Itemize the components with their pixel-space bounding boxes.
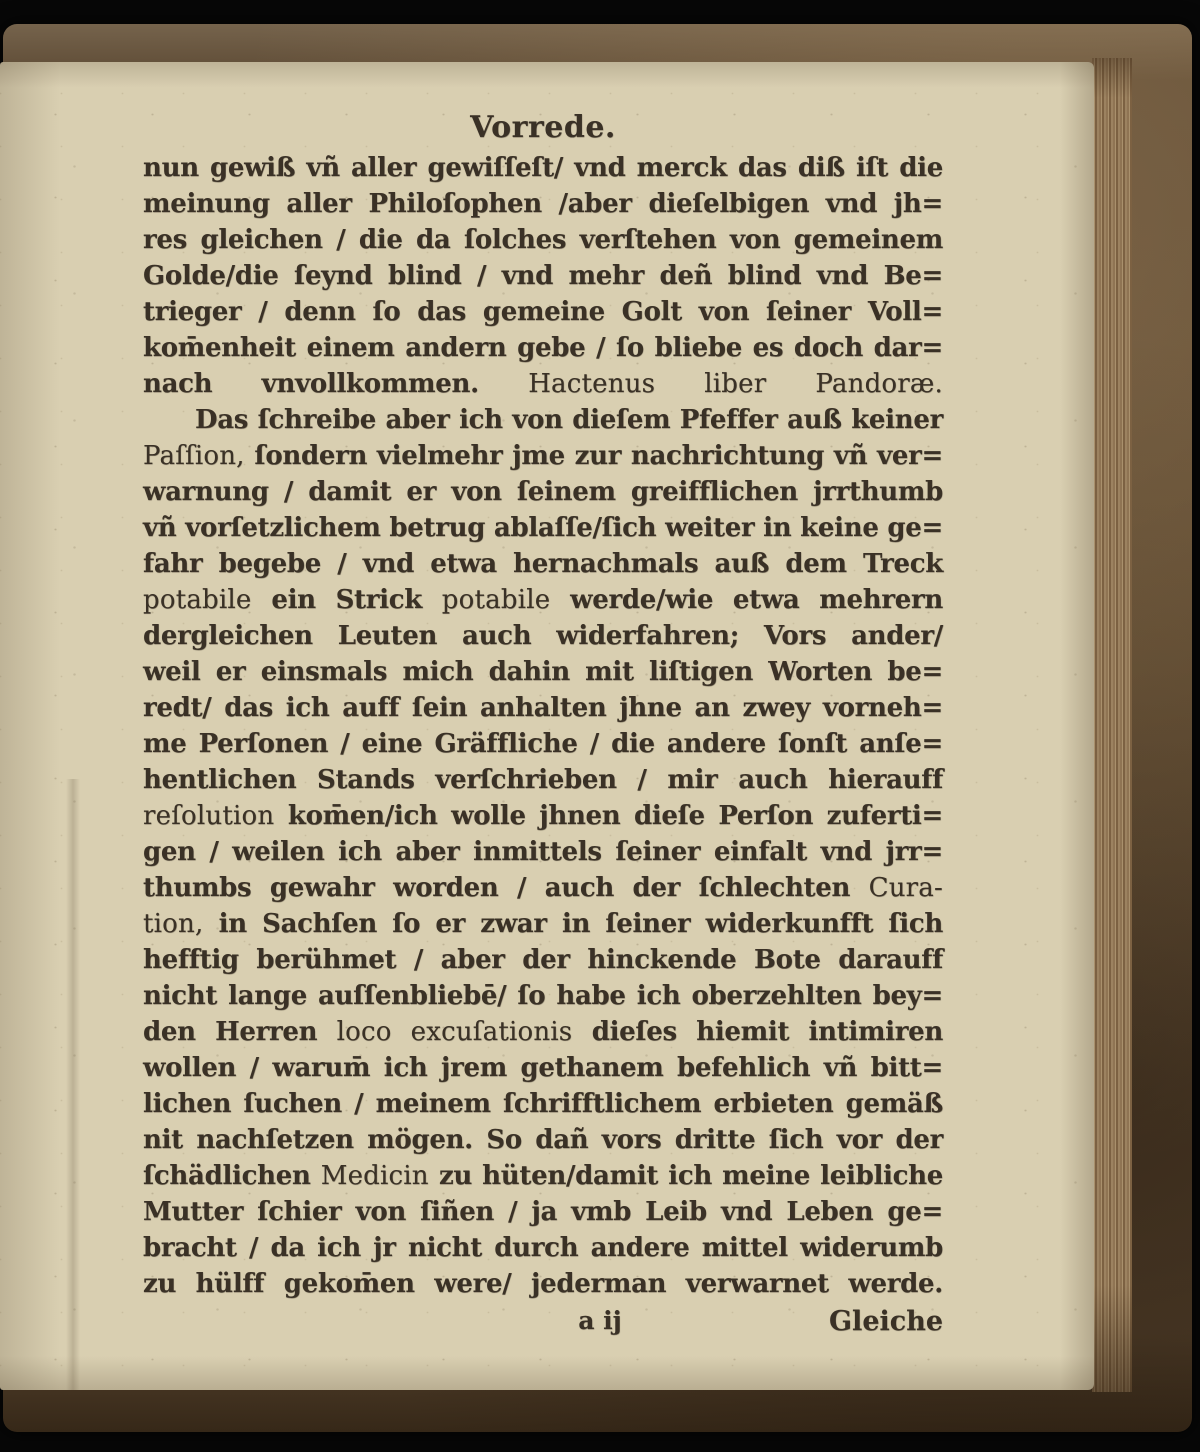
book-page xyxy=(0,62,1094,1390)
text-segment-antiqua: Medicin xyxy=(320,1161,429,1191)
text-line xyxy=(143,1086,943,1122)
text-segment-antiqua: Paſſion, xyxy=(143,441,245,471)
text-segment-antiqua: tion, xyxy=(143,909,204,939)
text-segment-antiqua: reſolution xyxy=(143,801,275,831)
text-line xyxy=(143,906,943,942)
text-segment-fraktur: trieger / denn ſo das gemeine Golt von ſeiner Voll= xyxy=(143,297,943,327)
text-segment-fraktur: lichen ſuchen / meinem ſchrifftlichem erbieten gemäß xyxy=(143,1089,943,1119)
text-segment-fraktur: redt/ das ich auff ſein anhalten jhne an zwey vorneh= xyxy=(143,693,943,723)
text-line xyxy=(143,978,943,1014)
text-segment-fraktur: nach vnvollkommen. xyxy=(143,369,529,399)
text-line xyxy=(143,834,943,870)
text-segment-fraktur: ein Strick xyxy=(251,585,442,615)
text-line xyxy=(143,1014,943,1050)
text-line xyxy=(143,366,943,402)
text-segment-fraktur: kom̄en/ich wolle jhnen dieſe Perſon zuferti= xyxy=(274,801,943,831)
text-line xyxy=(143,1158,943,1194)
text-line xyxy=(143,510,943,546)
page-header: Vorrede. xyxy=(470,110,616,145)
text-segment-fraktur: vñ vorſetzlichem betrug ablaſſe/ſich weiter in keine ge= xyxy=(143,513,943,543)
text-segment-fraktur: res gleichen / die da ſolches verſtehen von gemeinem xyxy=(143,225,943,255)
text-segment-antiqua: loco excuſationis xyxy=(336,1017,573,1047)
text-line xyxy=(143,798,943,834)
text-line xyxy=(143,654,943,690)
text-segment-fraktur: warnung / damit er von ſeinem greifflichen jrrthumb xyxy=(143,477,943,507)
text-segment-antiqua: potabile xyxy=(441,585,551,615)
text-line xyxy=(143,726,943,762)
text-segment-fraktur: kom̄enheit einem andern gebe / ſo bliebe es doch dar= xyxy=(143,333,943,363)
text-segment-fraktur: meinung aller Philoſophen /aber dieſelbigen vnd jh= xyxy=(143,189,943,219)
text-line xyxy=(143,1230,943,1266)
text-segment-fraktur: zu hülff gekom̄en were/ jederman verwarnet werde. xyxy=(143,1269,943,1299)
text-line xyxy=(143,294,943,330)
text-line xyxy=(143,258,943,294)
text-block xyxy=(143,150,943,1302)
text-line xyxy=(143,582,943,618)
page-footer xyxy=(0,1306,1094,1346)
text-segment-antiqua: potabile xyxy=(143,585,252,615)
text-segment-fraktur: nun gewiß vñ aller gewiſſeſt/ vnd merck das diß iſt die xyxy=(143,153,943,183)
text-line xyxy=(143,618,943,654)
text-segment-fraktur: dieſes hiemit intimiren xyxy=(572,1017,944,1047)
text-segment-fraktur: me Perſonen / eine Gräffliche / die andere ſonſt anſe= xyxy=(143,729,943,759)
text-segment-fraktur: thumbs gewahr worden / auch der ſchlechten xyxy=(143,873,869,903)
text-line xyxy=(143,762,943,798)
book-fore-edge-pages xyxy=(1092,58,1132,1392)
text-line xyxy=(143,1266,943,1302)
text-line xyxy=(143,402,943,438)
text-segment-fraktur: gen / weilen ich aber inmittels ſeiner einfalt vnd jrr= xyxy=(143,837,943,867)
text-line xyxy=(143,1050,943,1086)
signature-mark: a ij xyxy=(578,1306,622,1335)
text-line xyxy=(143,474,943,510)
text-line xyxy=(143,1122,943,1158)
text-line xyxy=(143,186,943,222)
text-segment-fraktur: Mutter ſchier von ſiñen / ja vmb Leib vnd Leben ge= xyxy=(143,1197,943,1227)
text-segment-fraktur: werde/wie etwa mehrern xyxy=(550,585,943,615)
text-segment-fraktur: nicht lange auſſenbliebē/ ſo habe ich oberzehlten bey= xyxy=(143,981,943,1011)
text-segment-fraktur: Golde/die ſeynd blind / vnd mehr deñ blind vnd Be= xyxy=(143,261,943,291)
text-segment-fraktur: ſondern vielmehr jme zur nachrichtung vñ ver= xyxy=(244,441,943,471)
text-segment-fraktur: bracht / da ich jr nicht durch andere mittel widerumb xyxy=(143,1233,943,1263)
text-segment-fraktur: ſchädlichen xyxy=(143,1161,321,1191)
text-segment-fraktur: weil er einsmals mich dahin mit liſtigen Worten be= xyxy=(143,657,943,687)
catchword: Gleiche xyxy=(829,1306,943,1337)
text-segment-fraktur: in Sachſen ſo er zwar in ſeiner widerkunfft ſich xyxy=(203,909,943,939)
text-line xyxy=(143,330,943,366)
text-segment-fraktur: dergleichen Leuten auch widerfahren; Vors ander/ xyxy=(143,621,943,651)
text-line xyxy=(143,1194,943,1230)
text-segment-fraktur: hefftig berühmet / aber der hinckende Bote darauff xyxy=(143,945,943,975)
text-line xyxy=(143,690,943,726)
text-line xyxy=(143,222,943,258)
text-segment-fraktur: wollen / warum̄ ich jrem gethanem befehlich vñ bitt= xyxy=(143,1053,943,1083)
text-segment-antiqua: Cura- xyxy=(868,873,943,903)
text-line xyxy=(143,942,943,978)
text-line xyxy=(143,870,943,906)
text-line xyxy=(143,150,943,186)
text-line xyxy=(143,546,943,582)
text-segment-fraktur: fahr begebe / vnd etwa hernachmals auß dem Treck xyxy=(143,549,943,579)
text-segment-fraktur: nit nachſetzen mögen. So dañ vors dritte ſich vor der xyxy=(143,1125,943,1155)
text-line xyxy=(143,438,943,474)
text-segment-fraktur: hentlichen Stands verſchrieben / mir auch hierauff xyxy=(143,765,943,795)
text-segment-antiqua: Hactenus liber Pandoræ. xyxy=(528,369,944,399)
text-segment-fraktur: zu hüten/damit ich meine leibliche xyxy=(428,1161,943,1191)
text-segment-fraktur: Das ſchreibe aber ich von dieſem Pfeffer auß keiner xyxy=(195,405,943,435)
text-segment-fraktur: den Herren xyxy=(143,1017,337,1047)
